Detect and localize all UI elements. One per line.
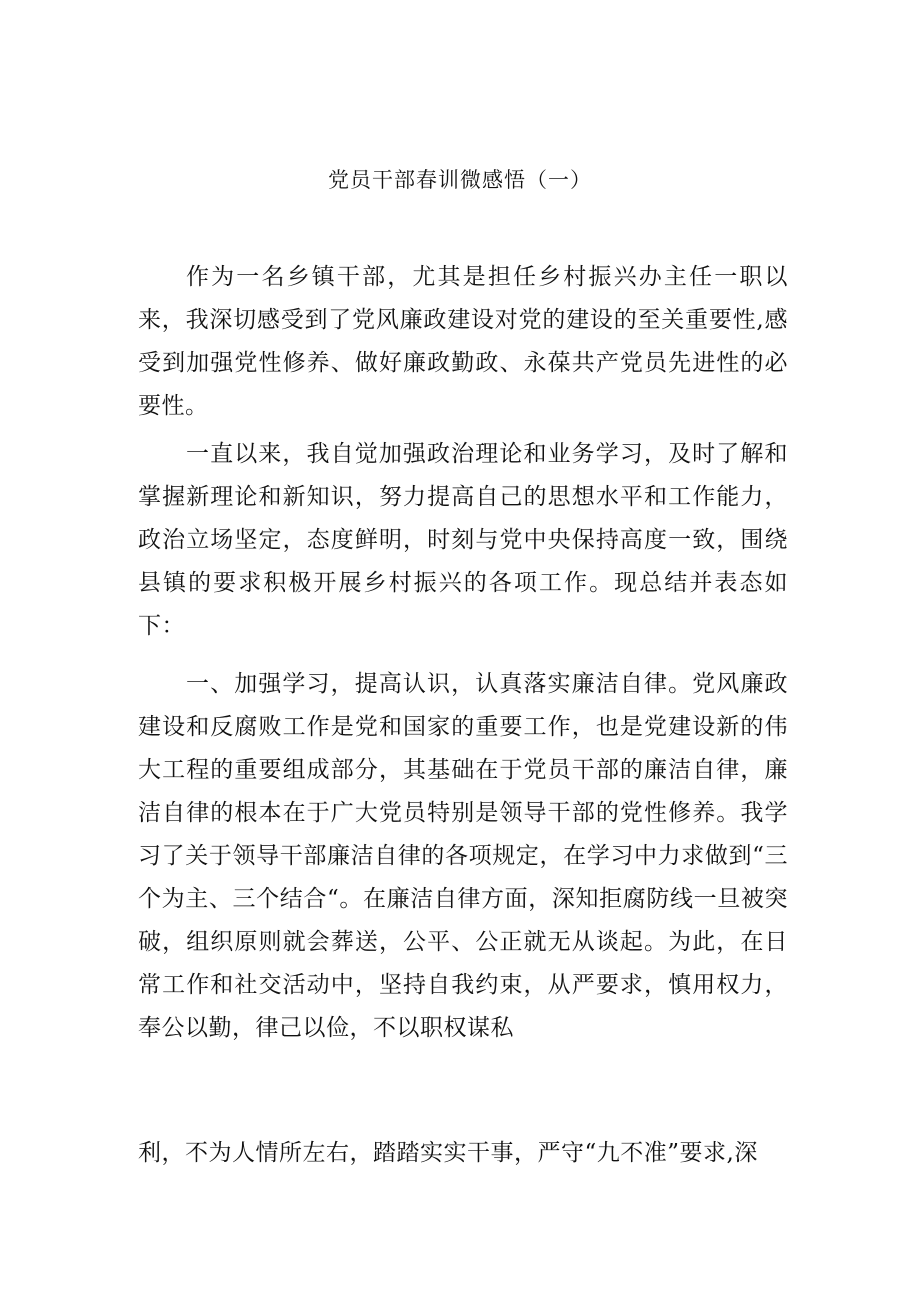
document-title: 党员干部春训微感悟（一）	[328, 168, 592, 192]
paragraph-section-one: 一、加强学习，提高认识，认真落实廉洁自律。党风廉政建设和反腐败工作是党和国家的重要工作，也是党建设新的伟大工程的重要组成部分，其基础在于党员干部的廉洁自律，廉洁自律的根本在于广大党员特别是领导干部的党性修养。我学习了关于领导干部廉洁自律的各项规定，在学习中力求做到“三个为主、三个结合“。在廉洁自律方面，深知拒腐防线一旦被突破，组织原则就会葬送，公平、公正就无从谈起。为此，在日常工作和社交活动中，坚持自我约束，从严要求，慎用权力，奉公以勤，律己以俭，不以职权谋私	[138, 671, 788, 1041]
paragraph-continuation: 利，不为人情所左右，踏踏实实干事，严守“九不准”要求,深	[138, 1140, 758, 1166]
paragraph-summary: 一直以来，我自觉加强政治理论和业务学习，及时了解和掌握新理论和新知识，努力提高自己的思想水平和工作能力，政治立场坚定，态度鲜明，时刻与党中央保持高度一致，围绕县镇的要求积极开展乡村振兴的各项工作。现总结并表态如下：	[138, 441, 788, 639]
paragraph-intro: 作为一名乡镇干部，尤其是担任乡村振兴办主任一职以来，我深切感受到了党风廉政建设对党的建设的至关重要性,感受到加强党性修养、做好廉政勤政、永葆共产党员先进性的必要性。	[138, 264, 788, 419]
